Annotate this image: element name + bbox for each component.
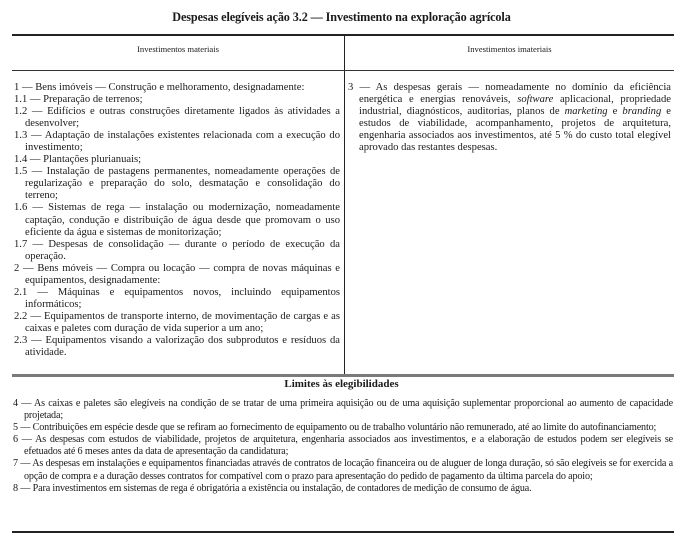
list-item: 1 — Bens imóveis — Construção e melhoramento, designadamente: bbox=[14, 82, 305, 93]
list-item: 1.6 — Sistemas de rega — instalação ou modernização, nomeadamente captação, condução e distribuição de água desde que promovam o uso eficiente da água e sistemas de monitorização; bbox=[14, 202, 340, 238]
list-item: 2.1 — Máquinas e equipamentos novos, incluindo equipamentos informáticos; bbox=[14, 286, 340, 310]
list-item: 2.3 — Equipamentos visando a valorização dos subprodutos e resíduos da atividade. bbox=[14, 334, 340, 359]
list-item: 7 — As despesas em instalações e equipamentos financiadas através de contratos de locação financeira ou de aluguer de longa duração, só são elegíveis se for exercida a opção de compra e a duração desses contratos for compatível com o prazo para apresentação do pedido de pagamento da última parcela do apoio; bbox=[13, 458, 673, 482]
list-item: 6 — As despesas com estudos de viabilidade, projetos de arquitetura, engenharia associados aos investimentos, e a elaboração de estudos podem ser elegíveis se efetuados até 6 meses antes da data de apresentação da candidatura; bbox=[13, 434, 673, 458]
list-item: 2 — Bens móveis — Compra ou locação — compra de novas máquinas e equipamentos, designadamente: bbox=[14, 262, 340, 286]
table-title: Despesas elegíveis ação 3.2 — Investimento na exploração agrícola bbox=[172, 10, 511, 24]
list-item: 8 — Para investimentos em sistemas de rega é obrigatória a existência ou instalação, de contadores de medição de consumo de água. bbox=[13, 482, 532, 494]
section-rule bbox=[12, 374, 674, 377]
list-item: 2.2 — Equipamentos de transporte interno, de movimentação de cargas e as caixas e paletes com duração de vida superior a um ano; bbox=[14, 310, 340, 334]
list-item: 5 — Contribuições em espécie desde que se refiram ao fornecimento de equipamento ou de trabalho voluntário não remunerado, até ao limite do autofinanciamento; bbox=[13, 422, 657, 434]
list-item: 1.2 — Edifícios e outras construções diretamente ligados às atividades a desenvolver; bbox=[14, 106, 340, 130]
limits-heading: Limites às elegibilidades bbox=[284, 378, 399, 390]
materiais-column bbox=[14, 82, 340, 359]
imateriais-column bbox=[348, 82, 671, 154]
list-item: 1.7 — Despesas de consolidação — durante o período de execução da operação. bbox=[14, 238, 340, 262]
list-item: 1.3 — Adaptação de instalações existentes relacionada com a execução do investimento; bbox=[14, 130, 340, 154]
list-item: 1.1 — Preparação de terrenos; bbox=[14, 94, 143, 106]
column-header-imateriais: Investimentos imateriais bbox=[467, 44, 552, 54]
bottom-rule bbox=[12, 531, 674, 533]
list-item: 3 — As despesas gerais — nomeadamente no domínio da eficiência energética e energias renováveis, software aplicacional, propriedade industrial, diagnósticos, auditorias, planos de marketing e branding e estudos de viabilidade, acompanhamento, projetos de arquitetura, engenharia associados aos investimentos, até 5 % do custo total elegível aprovado das restantes despesas. bbox=[348, 82, 672, 154]
list-item: 4 — As caixas e paletes são elegíveis na condição de se tratar de uma primeira aquisição ou de uma aquisição suplementar proporcional ao aumento de capacidade projetada; bbox=[13, 398, 673, 422]
header-rule bbox=[12, 70, 674, 71]
column-header-materiais: Investimentos materiais bbox=[137, 44, 219, 54]
list-item: 1.5 — Instalação de pastagens permanentes, nomeadamente operações de regularização e preparação do solo, desmatação e consolidação do terreno; bbox=[14, 166, 340, 202]
list-item: 1.4 — Plantações plurianuais; bbox=[14, 154, 142, 166]
limits-list bbox=[13, 398, 673, 495]
top-rule bbox=[12, 34, 674, 36]
column-divider bbox=[344, 34, 345, 375]
